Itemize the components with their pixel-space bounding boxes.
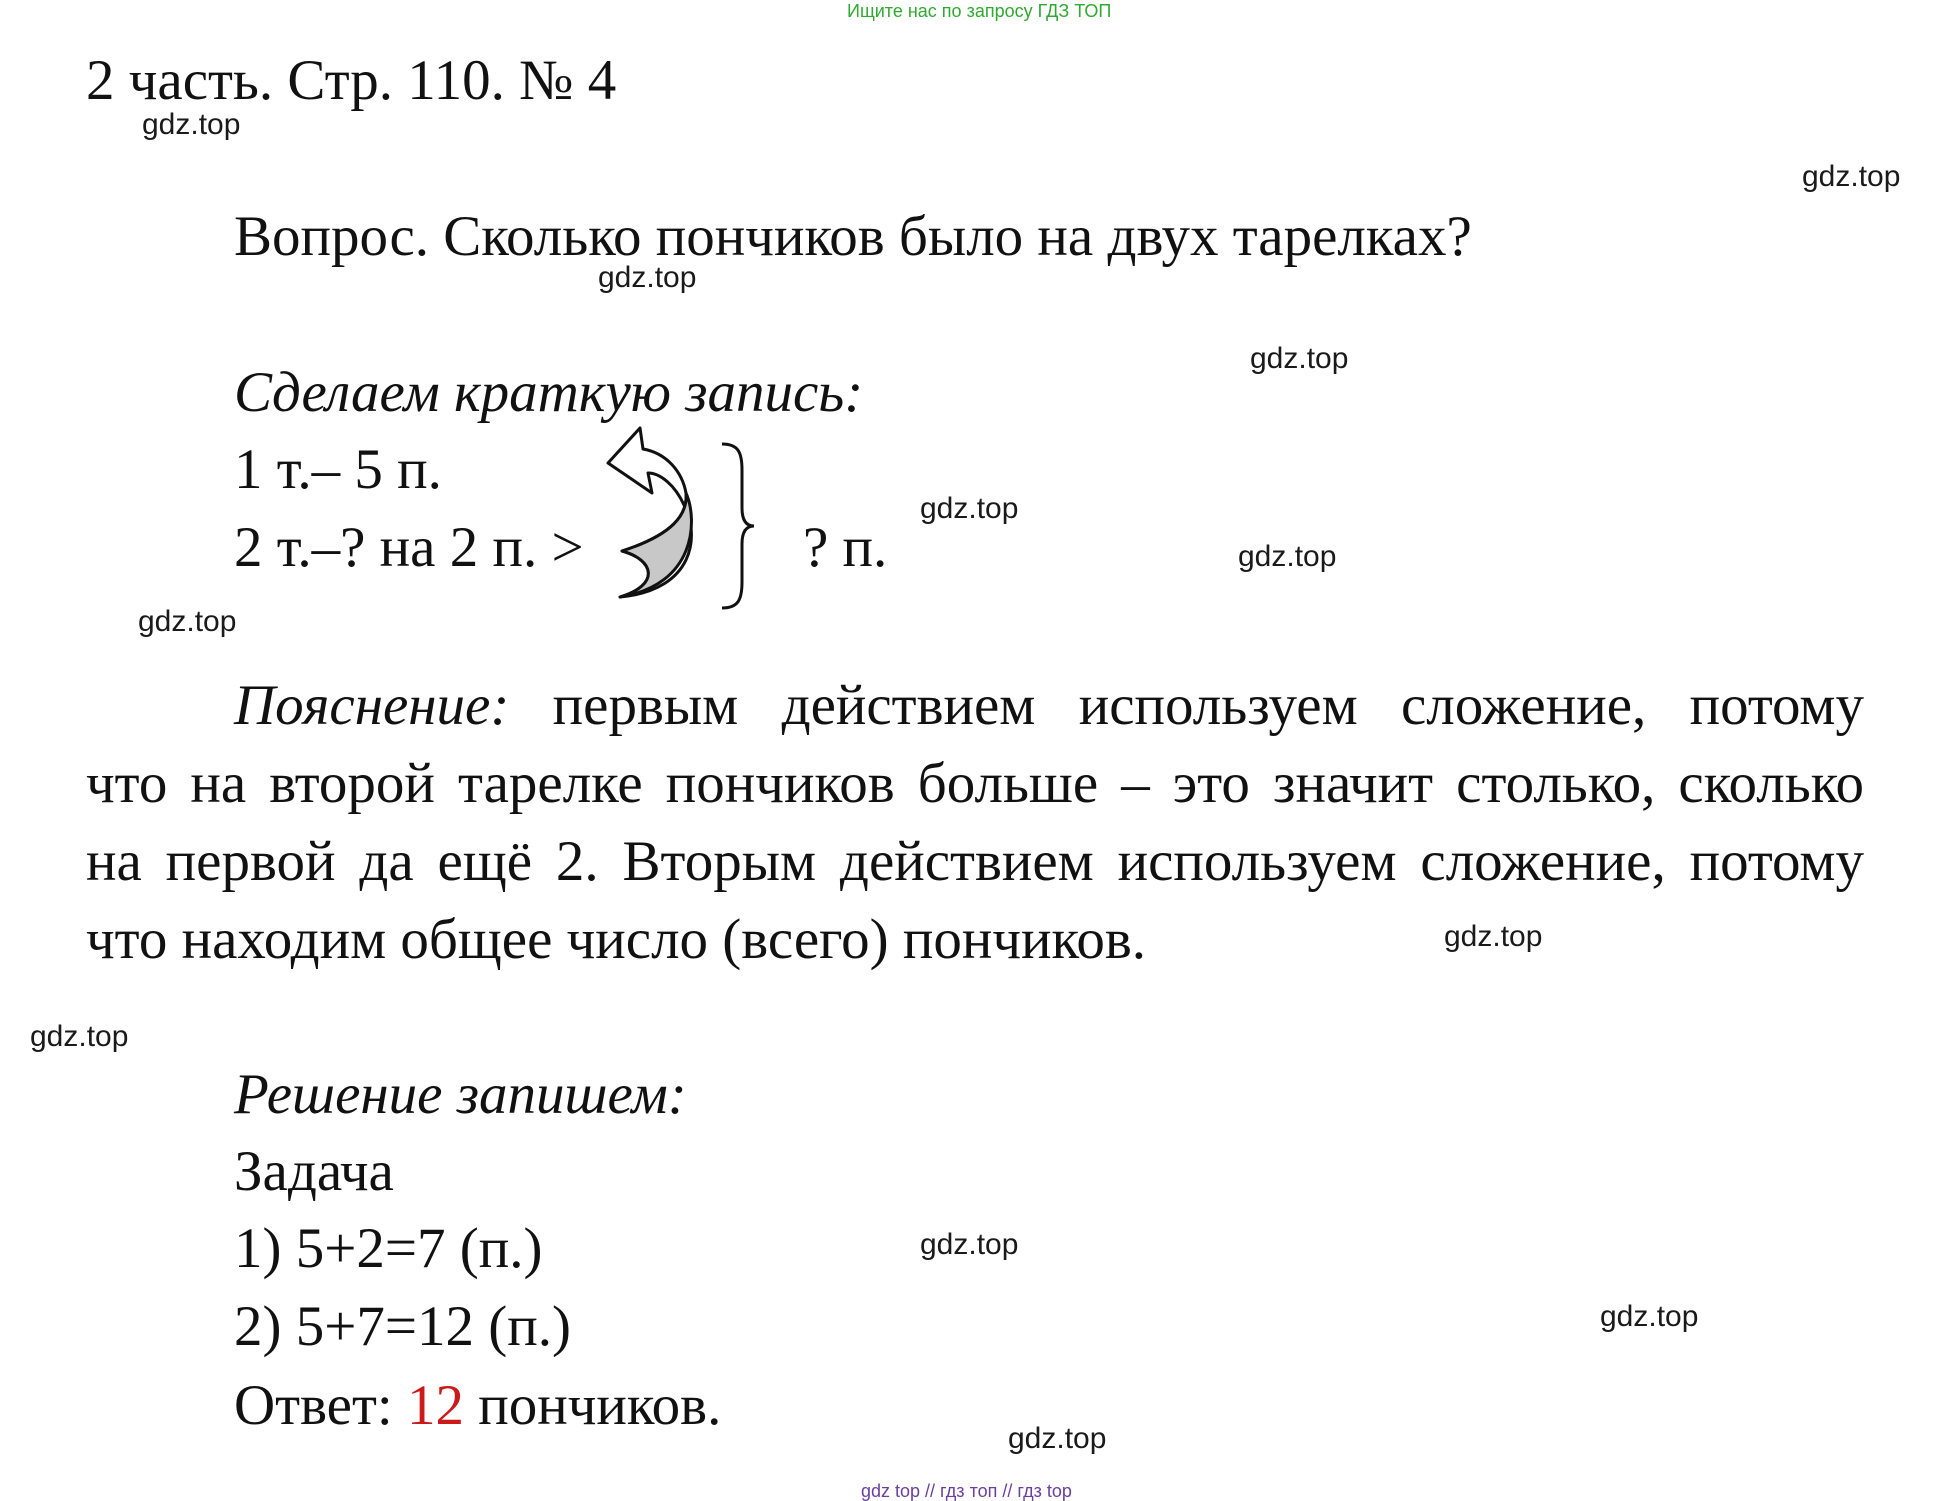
watermark: gdz.top — [1238, 540, 1337, 573]
answer-prefix: Ответ: — [234, 1374, 393, 1437]
explanation-line-4: что находим общее число (всего) пончиков. — [86, 908, 1146, 971]
short-record-label: Сделаем краткую запись: — [234, 361, 864, 424]
page-heading: 2 часть. Стр. 110. № 4 — [86, 49, 617, 112]
explanation-line-1 — [86, 674, 1864, 737]
answer-value: 12 — [406, 1374, 464, 1437]
question-text: Вопрос. Сколько пончиков было на двух тарелках? — [234, 205, 1472, 268]
watermark: gdz.top — [1444, 920, 1543, 953]
answer-line — [234, 1374, 722, 1437]
watermark: gdz.top — [138, 605, 237, 638]
curved-arrow-icon — [600, 425, 700, 605]
explanation-line-3: на первой да ещё 2. Вторым действием используем сложение, потому — [86, 830, 1864, 893]
watermark: gdz.top — [1600, 1300, 1699, 1333]
record-line-2: 2 т.–? на 2 п. > — [234, 516, 584, 579]
explanation-line-1-text: первым действием используем сложение, потому — [552, 674, 1864, 737]
watermark: gdz.top — [598, 261, 697, 294]
solution-step-2: 2) 5+7=12 (п.) — [234, 1295, 571, 1358]
watermark: gdz.top — [1250, 342, 1349, 375]
answer-suffix: пончиков. — [478, 1374, 722, 1437]
task-label: Задача — [234, 1140, 394, 1203]
explanation-label: Пояснение: — [234, 674, 510, 737]
solution-label: Решение запишем: — [234, 1063, 687, 1126]
watermark: gdz.top — [30, 1020, 129, 1053]
watermark: gdz.top — [920, 492, 1019, 525]
watermark: gdz.top — [1008, 1422, 1107, 1455]
watermark: gdz.top — [1802, 160, 1901, 193]
watermark: gdz.top — [920, 1228, 1019, 1261]
record-line-1: 1 т.– 5 п. — [234, 438, 442, 501]
explanation-line-2: что на второй тарелке пончиков больше – это значит столько, сколько — [86, 752, 1864, 815]
top-banner[interactable]: Ищите нас по запросу ГДЗ ТОП — [847, 1, 1112, 21]
right-brace-icon — [718, 440, 758, 612]
watermark: gdz.top — [142, 108, 241, 141]
solution-step-1: 1) 5+2=7 (п.) — [234, 1217, 543, 1280]
bottom-banner[interactable]: gdz top // гдз топ // гдз top — [861, 1481, 1072, 1501]
record-total: ? п. — [803, 516, 888, 579]
